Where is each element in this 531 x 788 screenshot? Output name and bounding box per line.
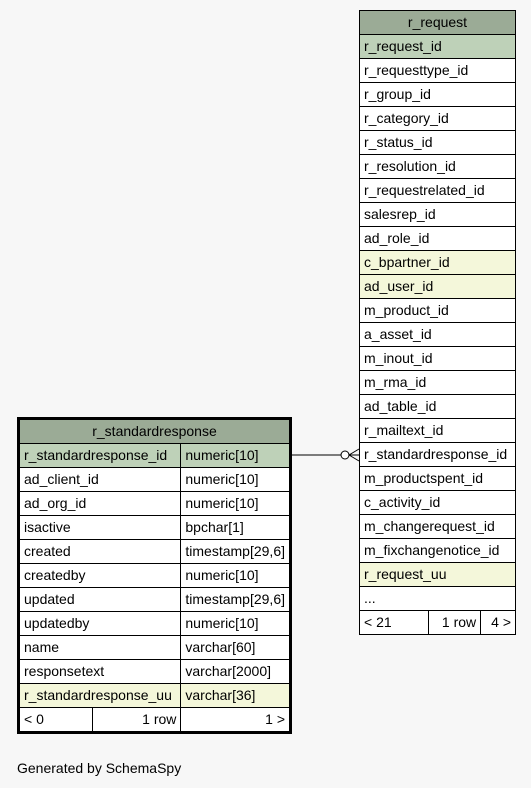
column-row: [360, 179, 516, 203]
column-name[interactable]: isactive: [19, 516, 181, 540]
column-type: timestamp[29,6]: [181, 588, 291, 612]
column-type: timestamp[29,6]: [181, 540, 291, 564]
row-count: 1 row: [92, 708, 181, 733]
column-name[interactable]: ad_user_id: [360, 275, 516, 299]
column-row: [360, 299, 516, 323]
table-title[interactable]: r_standardresponse: [19, 419, 291, 444]
column-row: [360, 227, 516, 251]
column-row: [19, 660, 291, 684]
column-name[interactable]: r_resolution_id: [360, 155, 516, 179]
column-name[interactable]: r_standardresponse_id: [19, 444, 181, 468]
column-name[interactable]: m_productspent_id: [360, 467, 516, 491]
column-row: [360, 155, 516, 179]
column-name[interactable]: m_fixchangenotice_id: [360, 539, 516, 563]
column-type: numeric[10]: [181, 444, 291, 468]
column-type: numeric[10]: [181, 492, 291, 516]
column-row: [360, 83, 516, 107]
column-row: [360, 323, 516, 347]
column-name[interactable]: r_group_id: [360, 83, 516, 107]
column-name[interactable]: updated: [19, 588, 181, 612]
table-footer: [19, 708, 291, 733]
column-type: varchar[60]: [181, 636, 291, 660]
column-row: [360, 59, 516, 83]
column-row: [360, 347, 516, 371]
column-name[interactable]: r_request_id: [360, 35, 516, 59]
column-row: [19, 444, 291, 468]
column-name[interactable]: salesrep_id: [360, 203, 516, 227]
column-row: [360, 515, 516, 539]
column-row: [360, 443, 516, 467]
column-name[interactable]: c_bpartner_id: [360, 251, 516, 275]
generated-by-text: Generated by SchemaSpy: [17, 760, 182, 776]
parent-count[interactable]: < 0: [19, 708, 93, 733]
column-row: [19, 684, 291, 708]
column-name[interactable]: ...: [360, 587, 516, 611]
column-name[interactable]: m_product_id: [360, 299, 516, 323]
column-name[interactable]: createdby: [19, 564, 181, 588]
column-name[interactable]: r_standardresponse_uu: [19, 684, 181, 708]
column-row: [19, 636, 291, 660]
table-footer: [360, 611, 516, 635]
column-name[interactable]: c_activity_id: [360, 491, 516, 515]
column-row: [19, 612, 291, 636]
column-row: [360, 371, 516, 395]
column-row: [19, 492, 291, 516]
column-row: [360, 275, 516, 299]
column-name[interactable]: ad_role_id: [360, 227, 516, 251]
column-type: numeric[10]: [181, 468, 291, 492]
column-row: [19, 516, 291, 540]
column-row: [19, 540, 291, 564]
column-name[interactable]: a_asset_id: [360, 323, 516, 347]
child-count[interactable]: 1 >: [181, 708, 291, 733]
column-name[interactable]: r_standardresponse_id: [360, 443, 516, 467]
column-name[interactable]: updatedby: [19, 612, 181, 636]
column-row: [360, 35, 516, 59]
column-name[interactable]: r_mailtext_id: [360, 419, 516, 443]
column-row: [360, 419, 516, 443]
column-name[interactable]: m_inout_id: [360, 347, 516, 371]
column-name[interactable]: ad_client_id: [19, 468, 181, 492]
column-row: [360, 467, 516, 491]
column-row: [360, 131, 516, 155]
column-name[interactable]: ad_table_id: [360, 395, 516, 419]
column-name[interactable]: m_rma_id: [360, 371, 516, 395]
column-type: numeric[10]: [181, 564, 291, 588]
column-row: [19, 588, 291, 612]
column-type: varchar[2000]: [181, 660, 291, 684]
column-row: [19, 468, 291, 492]
parent-count[interactable]: < 21: [360, 611, 429, 635]
column-row: [360, 395, 516, 419]
table-r-standardresponse[interactable]: [17, 417, 292, 734]
column-type: varchar[36]: [181, 684, 291, 708]
column-name[interactable]: name: [19, 636, 181, 660]
column-row: [360, 539, 516, 563]
column-row: [360, 203, 516, 227]
row-count: 1 row: [429, 611, 481, 635]
column-row: [360, 491, 516, 515]
column-type: numeric[10]: [181, 612, 291, 636]
table-r-request[interactable]: [359, 10, 516, 635]
child-count[interactable]: 4 >: [481, 611, 516, 635]
column-row: [360, 563, 516, 587]
column-name[interactable]: r_requestrelated_id: [360, 179, 516, 203]
column-row: [360, 251, 516, 275]
table-title[interactable]: r_request: [360, 11, 516, 35]
column-row: [360, 587, 516, 611]
column-row: [360, 107, 516, 131]
column-name[interactable]: ad_org_id: [19, 492, 181, 516]
column-name[interactable]: r_request_uu: [360, 563, 516, 587]
column-row: [19, 564, 291, 588]
column-name[interactable]: r_status_id: [360, 131, 516, 155]
column-type: bpchar[1]: [181, 516, 291, 540]
column-name[interactable]: responsetext: [19, 660, 181, 684]
column-name[interactable]: m_changerequest_id: [360, 515, 516, 539]
column-name[interactable]: r_category_id: [360, 107, 516, 131]
column-name[interactable]: r_requesttype_id: [360, 59, 516, 83]
column-name[interactable]: created: [19, 540, 181, 564]
